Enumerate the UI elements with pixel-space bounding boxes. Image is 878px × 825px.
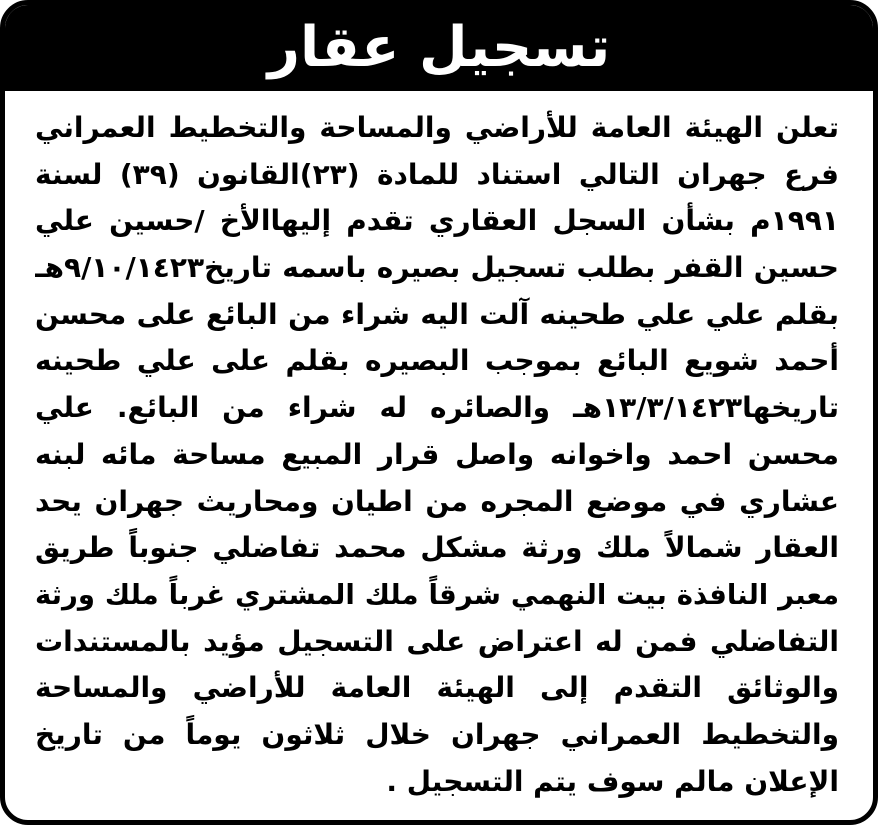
notice-line-4: حسين القفر بطلب تسجيل بصيره باسمه تاريخ٩/١٠/١٤٢٣هـ bbox=[35, 251, 839, 285]
notice-line-1: تعلن الهيئة العامة للأراضي والمساحة والتخطيط العمراني bbox=[35, 111, 839, 144]
notice-line-12: التفاضلي فمن له اعتراض على التسجيل مؤيد بالمستندات bbox=[35, 624, 839, 658]
notice-line-7: تاريخها١٣/٣/١٤٢٣هـ والصائره له شراء من البائع. علي bbox=[35, 391, 839, 425]
notice-line-2: فرع جهران التالي استناد للمادة (٢٣)القانون (٣٩) لسنة bbox=[35, 157, 839, 191]
notice-line-8: محسن احمد واخوانه واصل قرار المبيع مساحة مائه لبنه bbox=[35, 437, 839, 471]
notice-line-11: معبر النافذة بيت النهمي شرقاً ملك المشتري غرباً ملك ورثة bbox=[35, 578, 839, 611]
notice-line-5: بقلم علي علي طحينه آلت اليه شراء من البائع على محسن bbox=[35, 297, 839, 331]
notice-line-6: أحمد شويع البائع بموجب البصيره بقلم على علي طحينه bbox=[35, 344, 839, 378]
notice-title: تسجيل عقار bbox=[267, 15, 611, 80]
notice-body bbox=[35, 105, 839, 805]
notice-line-9: عشاري في موضع المجره من اطيان ومحاريث جهران يحد bbox=[35, 484, 839, 518]
notice-line-3: ١٩٩١م بشأن السجل العقاري تقدم إليهاالأخ /حسين علي bbox=[35, 204, 839, 238]
notice-line-10: العقار شمالاً ملك ورثة مشكل محمد تفاضلي جنوباً طريق bbox=[35, 531, 839, 565]
notice-line-14: والتخطيط العمراني جهران خلال ثلاثون يوماً من تاريخ bbox=[35, 717, 839, 751]
notice-line-13: والوثائق التقدم إلى الهيئة العامة للأراضي والمساحة bbox=[35, 671, 839, 705]
notice-header bbox=[5, 5, 873, 91]
notice-line-15: الإعلان مالم سوف يتم التسجيل . bbox=[386, 764, 839, 798]
